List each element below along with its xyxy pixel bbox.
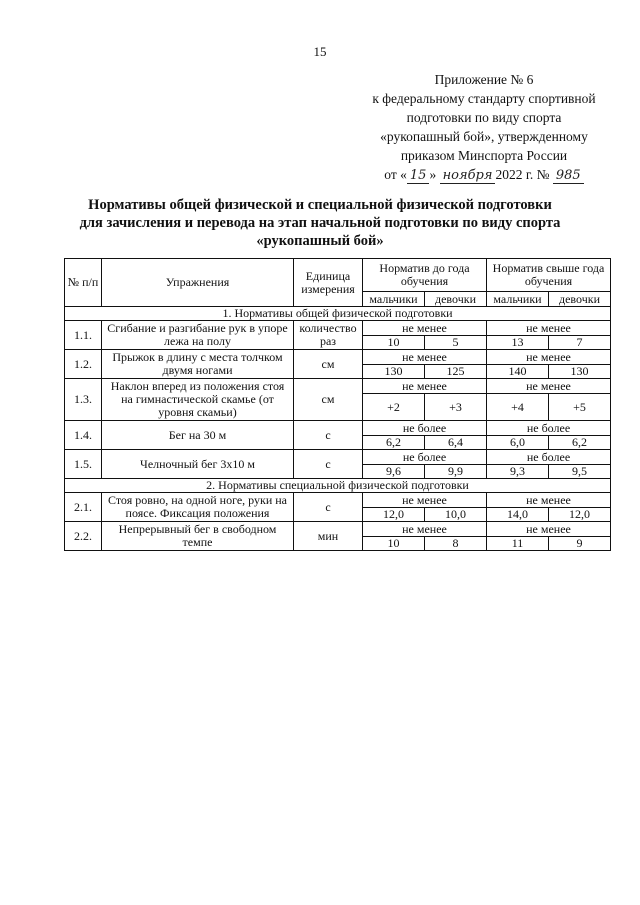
header-norm-first-year: Норматив до года обучения [363,259,487,292]
row-unit: с [294,493,363,522]
row-value: 12,0 [363,508,425,522]
appendix-line: подготовки по виду спорта [406,110,562,125]
row-value: 140 [487,365,549,379]
row-value: +3 [425,394,487,421]
appendix-line: приказом Минспорта России [400,148,568,163]
section-title: 2. Нормативы специальной физической подготовки [65,479,611,493]
handwritten-month: ноября [440,169,496,184]
appendix-block [338,70,630,184]
row-value: +4 [487,394,549,421]
document-title [40,196,600,250]
title-line: «рукопашный бой» [256,233,384,249]
header-num: № п/п [65,259,102,307]
row-value: 14,0 [487,508,549,522]
row-condition: не менее [363,321,487,336]
row-num: 1.5. [65,450,102,479]
header-exercise: Упражнения [102,259,294,307]
row-unit: мин [294,522,363,551]
row-value: 7 [549,336,611,350]
row-condition: не более [363,450,487,465]
row-value: 9,6 [363,465,425,479]
header-norm-after-first-year: Норматив свыше года обучения [487,259,611,292]
row-unit: см [294,379,363,421]
row-exercise: Стоя ровно, на одной ноге, руки на поясе. Фиксация положения [102,493,294,522]
row-condition: не менее [487,379,611,394]
header-boys: мальчики [487,292,549,307]
row-condition: не менее [363,522,487,537]
row-value: 125 [425,365,487,379]
row-condition: не менее [487,522,611,537]
date-year: 2022 г. № [495,167,550,182]
row-value: 5 [425,336,487,350]
date-mid: » [429,167,437,182]
row-num: 1.4. [65,421,102,450]
row-value: 10,0 [425,508,487,522]
row-value: 8 [425,537,487,551]
row-unit: см [294,350,363,379]
title-line: Нормативы общей физической и специальной физической подготовки [88,197,552,213]
row-num: 1.1. [65,321,102,350]
row-value: +5 [549,394,611,421]
header-girls: девочки [549,292,611,307]
order-date-line [338,165,630,184]
row-value: 6,2 [363,436,425,450]
appendix-line: Приложение № 6 [434,72,534,87]
title-line: для зачисления и перевода на этап начальной подготовки по виду спорта [79,215,561,231]
row-num: 1.2. [65,350,102,379]
row-value: 10 [363,537,425,551]
row-value: 11 [487,537,549,551]
row-unit: с [294,421,363,450]
row-value: 6,2 [549,436,611,450]
appendix-line: «рукопашный бой», утвержденному [380,129,588,144]
row-value: 6,4 [425,436,487,450]
row-exercise: Прыжок в длину с места толчком двумя ногами [102,350,294,379]
row-unit: с [294,450,363,479]
row-condition: не менее [487,350,611,365]
row-condition: не менее [363,493,487,508]
row-value: 9,9 [425,465,487,479]
norms-table [64,258,611,551]
appendix-line: к федеральному стандарту спортивной [372,91,596,106]
row-value: +2 [363,394,425,421]
row-num: 2.1. [65,493,102,522]
row-condition: не более [487,450,611,465]
row-value: 13 [487,336,549,350]
section-title: 1. Нормативы общей физической подготовки [65,307,611,321]
row-condition: не менее [363,350,487,365]
header-girls: девочки [425,292,487,307]
row-value: 10 [363,336,425,350]
row-num: 1.3. [65,379,102,421]
row-value: 6,0 [487,436,549,450]
row-value: 12,0 [549,508,611,522]
header-unit: Единица измерения [294,259,363,307]
row-value: 9 [549,537,611,551]
row-value: 130 [363,365,425,379]
row-condition: не менее [363,379,487,394]
row-value: 9,5 [549,465,611,479]
handwritten-day: 15 [407,169,430,184]
row-exercise: Бег на 30 м [102,421,294,450]
handwritten-order-number: 985 [553,169,584,184]
page-number: 15 [313,44,327,59]
row-exercise: Челночный бег 3х10 м [102,450,294,479]
row-condition: не более [487,421,611,436]
row-exercise: Наклон вперед из положения стоя на гимнастической скамье (от уровня скамьи) [102,379,294,421]
row-exercise: Непрерывный бег в свободном темпе [102,522,294,551]
row-condition: не менее [487,321,611,336]
row-unit: количество раз [294,321,363,350]
row-exercise: Сгибание и разгибание рук в упоре лежа на полу [102,321,294,350]
date-prefix: от « [384,167,407,182]
row-condition: не менее [487,493,611,508]
row-value: 9,3 [487,465,549,479]
row-value: 130 [549,365,611,379]
row-num: 2.2. [65,522,102,551]
header-boys: мальчики [363,292,425,307]
row-condition: не более [363,421,487,436]
